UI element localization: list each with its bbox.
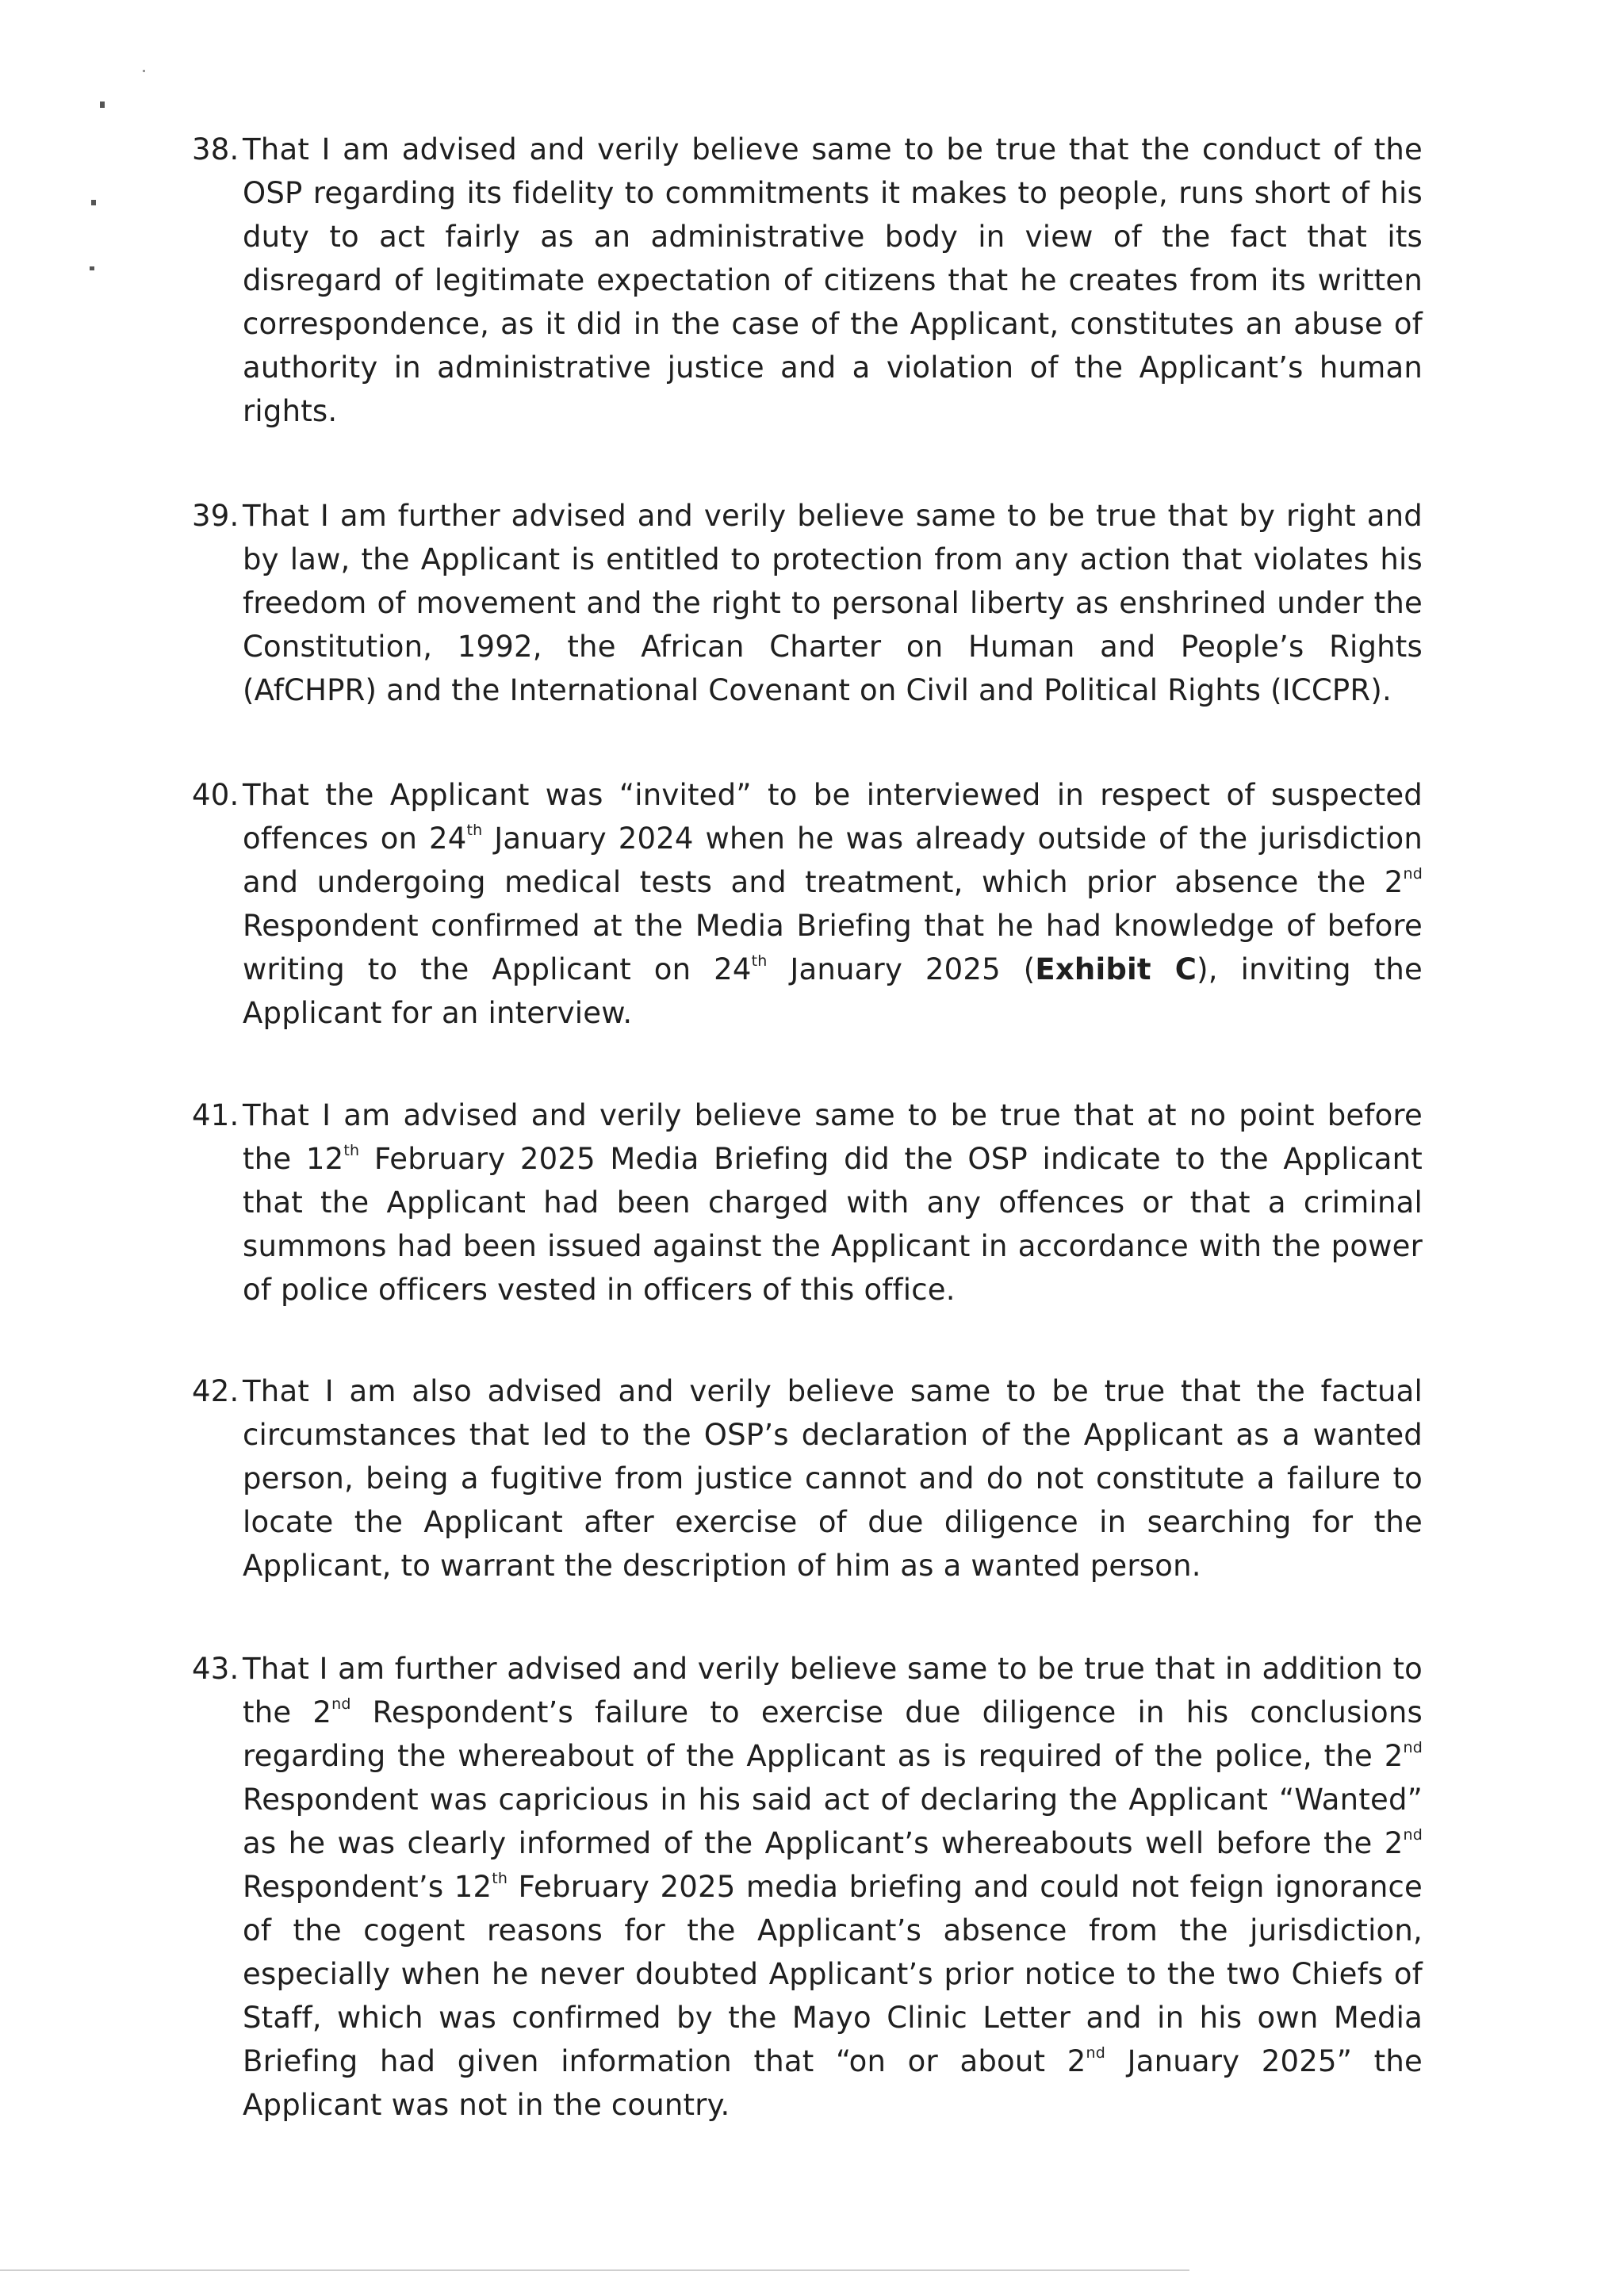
ordinal-suffix: nd — [1403, 864, 1423, 883]
paragraph-text — [243, 1093, 1423, 1312]
paragraph-42 — [192, 1369, 1423, 1588]
paragraph-number: 38. — [192, 132, 239, 167]
paragraph-text — [243, 773, 1423, 1035]
text-run: Respondent’s failure to exercise due diligence in his conclusions regarding the whereabout of the Applicant as is required of the police, the 2 — [243, 1695, 1423, 1773]
text-run: Respondent’s 12 — [243, 1870, 492, 1904]
scan-edge-line — [0, 2269, 1189, 2271]
scan-speck — [100, 101, 105, 108]
paragraph-text — [243, 494, 1423, 712]
text-run: January 2025” the Applicant was not in the country. — [243, 2044, 1423, 2122]
scan-speck — [143, 70, 145, 72]
ordinal-suffix: nd — [1403, 1738, 1423, 1756]
text-run: February 2025 media briefing and could not feign ignorance of the cogent reasons for the Applicant’s absence from the jurisdiction, especially when he never doubted Applicant’s prior notice to the two Chiefs of Staff, which was confirmed by the Mayo Clinic Letter and in his own Media Briefing had given information that “on or about 2 — [243, 1870, 1423, 2078]
ordinal-suffix: nd — [331, 1695, 351, 1713]
paragraph-number: 42. — [192, 1374, 239, 1408]
paragraph-38 — [192, 128, 1423, 433]
paragraph-text — [243, 128, 1423, 433]
scan-speck — [90, 266, 94, 270]
paragraph-number: 39. — [192, 499, 239, 533]
text-run: That I am advised and verily believe same to be true that the conduct of the OSP regarding its fidelity to commitments it makes to people, runs short of his duty to act fairly as an administrative body in view of the fact that its disregard of legitimate expectation of citizens that he creates from its written correspondence, as it did in the case of the Applicant, constitutes an abuse of authority in administrative justice and a violation of the Applicant’s human rights. — [243, 132, 1423, 428]
scan-speck — [91, 200, 96, 205]
text-run: January 2025 ( — [767, 952, 1036, 986]
ordinal-suffix: nd — [1403, 1825, 1423, 1844]
paragraph-number: 43. — [192, 1652, 239, 1686]
ordinal-suffix: th — [343, 1141, 360, 1159]
text-run: ), inviting the Applicant for an interview. — [243, 952, 1423, 1030]
paragraph-43 — [192, 1647, 1423, 2127]
text-run: That I am advised and verily believe same to be true that at no point before the 12 — [243, 1098, 1423, 1176]
text-run: That the Applicant was “invited” to be interviewed in respect of suspected offences on 24 — [243, 778, 1423, 856]
paragraph-41 — [192, 1093, 1423, 1312]
exhibit-reference: Exhibit C — [1035, 952, 1197, 986]
paragraph-40 — [192, 773, 1423, 1035]
text-run: Respondent was capricious in his said act of declaring the Applicant “Wanted” as he was clearly informed of the Applicant’s whereabouts well before the 2 — [243, 1783, 1423, 1860]
ordinal-suffix: th — [492, 1869, 508, 1887]
ordinal-suffix: th — [466, 821, 483, 839]
paragraph-text — [243, 1647, 1423, 2127]
paragraph-number: 41. — [192, 1098, 239, 1132]
paragraph-39 — [192, 494, 1423, 712]
paragraph-text — [243, 1369, 1423, 1588]
text-run: February 2025 Media Briefing did the OSP indicate to the Applicant that the Applicant had been charged with any offences or that a criminal summons had been issued against the Applicant in accordance with the power of police officers vested in officers of this office. — [243, 1142, 1423, 1307]
text-run: That I am further advised and verily believe same to be true that by right and by law, the Applicant is entitled to protection from any action that violates his freedom of movement and the right to personal liberty as enshrined under the Constitution, 1992, the African Charter on Human and People’s Rights (AfCHPR) and the International Covenant on Civil and Political Rights (ICCPR). — [243, 499, 1423, 707]
text-run: January 2024 when he was already outside of the jurisdiction and undergoing medical tests and treatment, which prior absence the 2 — [243, 822, 1423, 899]
text-run: That I am also advised and verily believe same to be true that the factual circumstances that led to the OSP’s declaration of the Applicant as a wanted person, being a fugitive from justice cannot and do not constitute a failure to locate the Applicant after exercise of due diligence in searching for the Applicant, to warrant the description of him as a wanted person. — [243, 1374, 1423, 1583]
ordinal-suffix: nd — [1086, 2043, 1106, 2062]
ordinal-suffix: th — [751, 952, 768, 970]
text-run: That I am further advised and verily believe same to be true that in addition to the 2 — [243, 1652, 1423, 1729]
text-run: Respondent confirmed at the Media Briefing that he had knowledge of before writing to the Applicant on 24 — [243, 909, 1423, 986]
paragraph-number: 40. — [192, 778, 239, 812]
